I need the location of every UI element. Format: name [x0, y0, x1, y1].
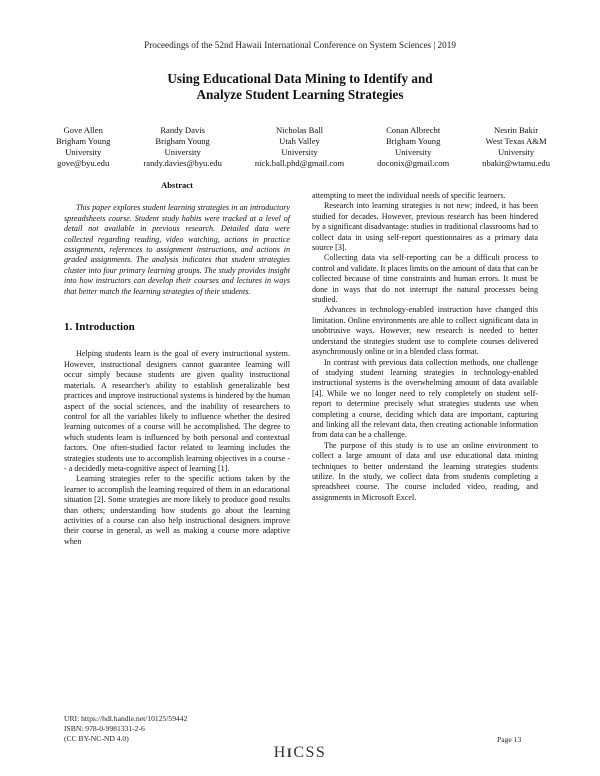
logo-text-right: CSS	[293, 744, 327, 761]
footer-info	[64, 714, 187, 744]
abstract-text: This paper explores student learning strategies in an introductory spreadsheets course. Student study habits were tracked at a level of detail not available in previous research. Detailed data were collected regarding reading, video watching, actions in practice assignments, references to assignment instructions, and actions in graded assignments. The analysis indicates that student strategies cluster into four primary learning groups. The study provides insight into how instructors can develop their courses and lectures in ways that better match the learning strategies of their students.	[64, 203, 290, 296]
author-affiliation: University	[497, 147, 535, 157]
left-column	[64, 180, 290, 547]
body-paragraph: In contrast with previous data collection methods, one challenge of studying student learning strategies in technology-enabled instructional systems is the overwhelming amount of data available [4]. While we no longer need to rely completely on student self-report to determine precisely what strategies students use when completing a course, deciding which data are important, capturing and linking all the relevant data, then creating actionable information from data can be a challenge.	[312, 357, 538, 440]
body-paragraph: The purpose of this study is to use an online environment to collect a large amount of data and use educational data mining techniques to better understand the learning strategies students utilize. In the study, we collect data from students completing a spreadsheet course. The course included video, reading, and assignments in Microsoft Excel.	[312, 440, 538, 502]
author-affiliation: University	[65, 147, 102, 157]
author-name: Conan Albrecht	[386, 125, 441, 135]
author-block	[56, 125, 110, 169]
author-affiliation: University	[164, 147, 201, 157]
right-column	[312, 191, 538, 503]
author-affiliation: University	[281, 147, 318, 157]
body-paragraph: Advances in technology-enabled instruction have changed this limitation. Online environments are able to collect significant data in unobtrusive ways. However, new research is needed to better understand the strategies student use to complete courses delivered asynchronously online or in a blended class format.	[312, 305, 538, 357]
hicss-logo	[0, 744, 600, 762]
title-line-1: Using Educational Data Mining to Identify and	[167, 71, 433, 86]
body-paragraph: Collecting data via self-reporting can be a difficult process to control and validate. It places limits on the amount of data that can be collected because of time constraints and human errors. It must be done in ways that do not interrupt the natural processes being studied.	[312, 253, 538, 305]
body-paragraph: Helping students learn is the goal of every instructional system. However, instructional designers cannot guarantee learning will occur simply because students are given quality instructional materials. A researcher's ability to establish generalizable best practices and improve instructional systems is hindered by the human aspect of the social sciences, and the inability of researchers to control for all the variables likely to influence whether the desired learning outcomes of a course will be accomplished. The degree to which students learn is influenced by both personal and contextual factors. One often-studied factor related to learning includes the strategies students use to accomplish learning objectives in a course -- a decidedly meta-cognitive aspect of learning [1].	[64, 349, 290, 473]
author-block	[377, 125, 449, 169]
body-paragraph: Learning strategies refer to the specific actions taken by the learner to accomplish the learning required of them in an educational situation [2]. Some strategies are more likely to produce good results than others; understanding how students go about the learning activities of a course can also help instructional designers improve their course in general, as well as making a course more adaptive when	[64, 474, 290, 546]
author-email[interactable]: nbakir@wtamu.edu	[482, 158, 550, 168]
author-email[interactable]: randy.davies@byu.edu	[143, 158, 222, 168]
author-affiliation: Utah Valley	[279, 136, 320, 146]
footer-isbn: ISBN: 978-0-9981331-2-6	[64, 724, 145, 733]
author-affiliation: University	[395, 147, 432, 157]
author-affiliation: Brigham Young	[385, 136, 441, 146]
author-email[interactable]: gove@byu.edu	[57, 158, 110, 168]
author-affiliation: West Texas A&M	[485, 136, 547, 146]
author-list	[56, 125, 550, 169]
author-affiliation: Brigham Young	[56, 136, 111, 146]
author-name: Nicholas Ball	[275, 125, 323, 135]
paper-title	[0, 71, 600, 103]
logo-text-left: H	[273, 744, 287, 761]
author-name: Nesrin Bakir	[494, 125, 539, 135]
section-heading: 1. Introduction	[64, 321, 135, 334]
author-affiliation: Brigham Young	[155, 136, 210, 146]
abstract-heading: Abstract	[161, 180, 193, 190]
author-email[interactable]: doconix@gmail.com	[377, 158, 450, 168]
author-name: Gove Allen	[63, 125, 103, 135]
author-block	[255, 125, 344, 169]
logo-mark: I	[286, 745, 294, 760]
author-block	[143, 125, 221, 169]
author-email[interactable]: nick.ball.phd@gmail.com	[254, 158, 345, 168]
body-paragraph: Research into learning strategies is not new; indeed, it has been studied for decades. However, previous research has been hindered by a significant disadvantage: studies in traditional classrooms had to collect data in using self-report questionnaires as a primary data source [3].	[312, 201, 538, 253]
author-name: Randy Davis	[160, 125, 205, 135]
body-paragraph: attempting to meet the individual needs of specific learners.	[312, 191, 506, 200]
running-header: Proceedings of the 52nd Hawaii International Conference on System Sciences | 2019	[144, 40, 456, 50]
title-line-2: Analyze Student Learning Strategies	[196, 87, 404, 102]
footer-uri[interactable]: URI: https://hdl.handle.net/10125/59442	[64, 714, 188, 723]
footer-license: (CC BY-NC-ND 4.0)	[64, 734, 129, 743]
page-number: Page 13	[497, 735, 522, 744]
author-block	[482, 125, 550, 169]
